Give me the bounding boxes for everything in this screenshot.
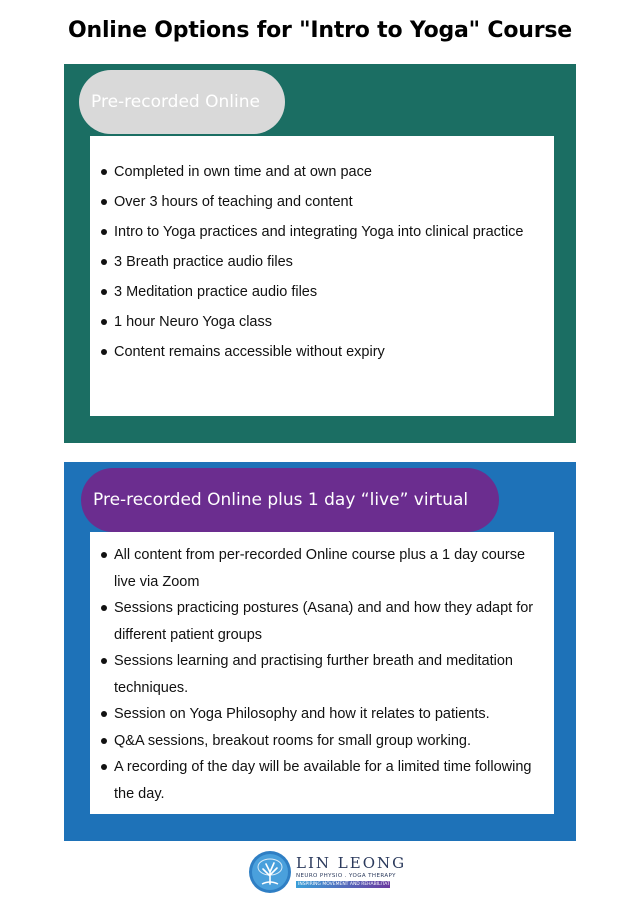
list-item xyxy=(114,187,542,217)
list-item-text: All content from per-recorded Online course plus a 1 day course live via Zoom xyxy=(114,547,526,590)
option-pre-recorded-heading: Pre-recorded Online xyxy=(79,70,285,134)
list-item xyxy=(114,648,542,701)
bullet-icon xyxy=(101,738,107,744)
bullet-icon xyxy=(101,764,107,770)
option-live-virtual-panel xyxy=(64,462,576,841)
bullet-icon xyxy=(101,229,107,235)
list-item xyxy=(114,217,542,247)
list-item-text: 3 Breath practice audio files xyxy=(114,254,293,270)
option-pre-recorded-card xyxy=(90,136,554,416)
option-live-virtual-heading: Pre-recorded Online plus 1 day “live” virtual xyxy=(81,468,499,532)
list-item xyxy=(114,157,542,187)
brain-tree-icon xyxy=(248,850,292,894)
list-item xyxy=(114,754,542,807)
list-item-text: Sessions practicing postures (Asana) and and how they adapt for different patient groups xyxy=(114,600,534,643)
list-item xyxy=(114,701,542,728)
list-item xyxy=(114,337,542,367)
option-pre-recorded-list xyxy=(90,157,554,367)
list-item xyxy=(114,542,542,595)
bullet-icon xyxy=(101,349,107,355)
bullet-icon xyxy=(101,289,107,295)
option-live-virtual-list xyxy=(90,542,554,807)
list-item-text: Over 3 hours of teaching and content xyxy=(114,194,353,210)
list-item-text: Intro to Yoga practices and integrating Yoga into clinical practice xyxy=(114,224,524,240)
bullet-icon xyxy=(101,169,107,175)
bullet-icon xyxy=(101,552,107,558)
list-item-text: Session on Yoga Philosophy and how it relates to patients. xyxy=(114,706,490,722)
list-item xyxy=(114,728,542,755)
logo-subtitle: NEURO PHYSIO . YOGA THERAPY xyxy=(296,873,396,879)
bullet-icon xyxy=(101,259,107,265)
list-item xyxy=(114,247,542,277)
list-item xyxy=(114,595,542,648)
list-item-text: Sessions learning and practising further breath and meditation techniques. xyxy=(114,653,513,696)
list-item xyxy=(114,277,542,307)
logo-tagline: INSPIRING MOVEMENT AND REHABILITATION xyxy=(298,882,398,887)
list-item-text: Completed in own time and at own pace xyxy=(114,164,372,180)
page-title: Online Options for "Intro to Yoga" Course xyxy=(68,18,572,43)
bullet-icon xyxy=(101,605,107,611)
list-item xyxy=(114,307,542,337)
list-item-text: 1 hour Neuro Yoga class xyxy=(114,314,272,330)
list-item-text: Content remains accessible without expiry xyxy=(114,344,385,360)
brand-logo xyxy=(248,848,408,896)
bullet-icon xyxy=(101,711,107,717)
option-live-virtual-card xyxy=(90,532,554,814)
bullet-icon xyxy=(101,199,107,205)
bullet-icon xyxy=(101,658,107,664)
logo-name: LIN LEONG xyxy=(296,854,407,872)
option-pre-recorded-panel xyxy=(64,64,576,443)
bullet-icon xyxy=(101,319,107,325)
list-item-text: A recording of the day will be available for a limited time following the day. xyxy=(114,759,532,802)
list-item-text: Q&A sessions, breakout rooms for small group working. xyxy=(114,732,472,749)
list-item-text: 3 Meditation practice audio files xyxy=(114,284,318,300)
